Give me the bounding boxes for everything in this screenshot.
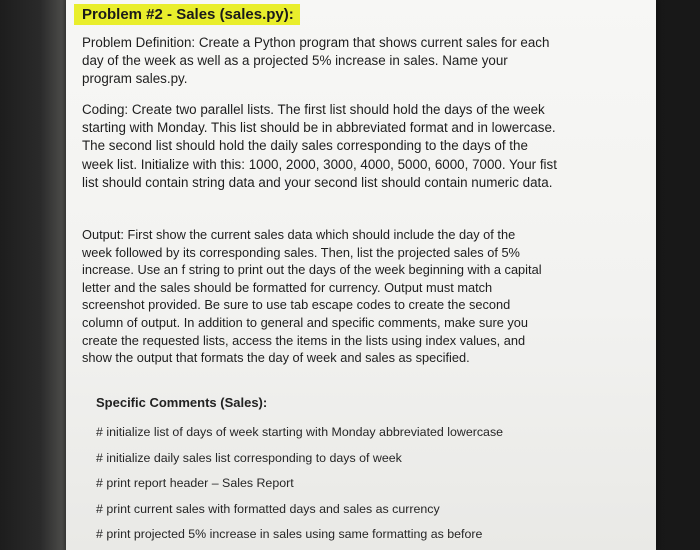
document-page — [66, 0, 656, 550]
specific-comments-heading: Specific Comments (Sales): — [96, 395, 268, 410]
output-paragraph: Output: First show the current sales data which should include the day of the week followed by its corresponding sales. Then, list the projected sales of 5% increase. Use an f string to print out the days of the week beginning with a capital letter and the sales should be formatted for currency. Output must match screenshot provided. Be sure to use tab escape codes to create the second column of output. In addition to general and specific comments, make sure you create the requested lists, access the items in the lists using index values, and show the output that formats the day of week and sales as specified. — [82, 227, 542, 366]
comment-line: # initialize list of days of week starting with Monday abbreviated lowercase — [96, 425, 504, 439]
coding-paragraph: Coding: Create two parallel lists. The first list should hold the days of the week starting with Monday. This list should be in abbreviated format and in lowercase. The second list should hold the daily sales corresponding to the days of the week list. Initialize with this: 1000, 2000, 3000, 4000, 5000, 6000, 7000. Your fist list should contain string data and your second list should contain numeric data. — [82, 102, 557, 190]
comment-line: # print current sales with formatted days and sales as currency — [96, 501, 440, 516]
problem-definition-paragraph: Problem Definition: Create a Python program that shows current sales for each day of the week as well as a projected 5% increase in sales. Name your program sales.py. — [82, 35, 550, 87]
comment-line: # print projected 5% increase in sales using same formatting as before — [96, 527, 483, 542]
comments-list — [96, 420, 503, 548]
comment-line: # print report header – Sales Report — [96, 476, 294, 491]
comment-line: # initialize daily sales list corresponding to days of week — [96, 450, 402, 465]
problem-title: Problem #2 - Sales (sales.py): — [74, 4, 300, 25]
